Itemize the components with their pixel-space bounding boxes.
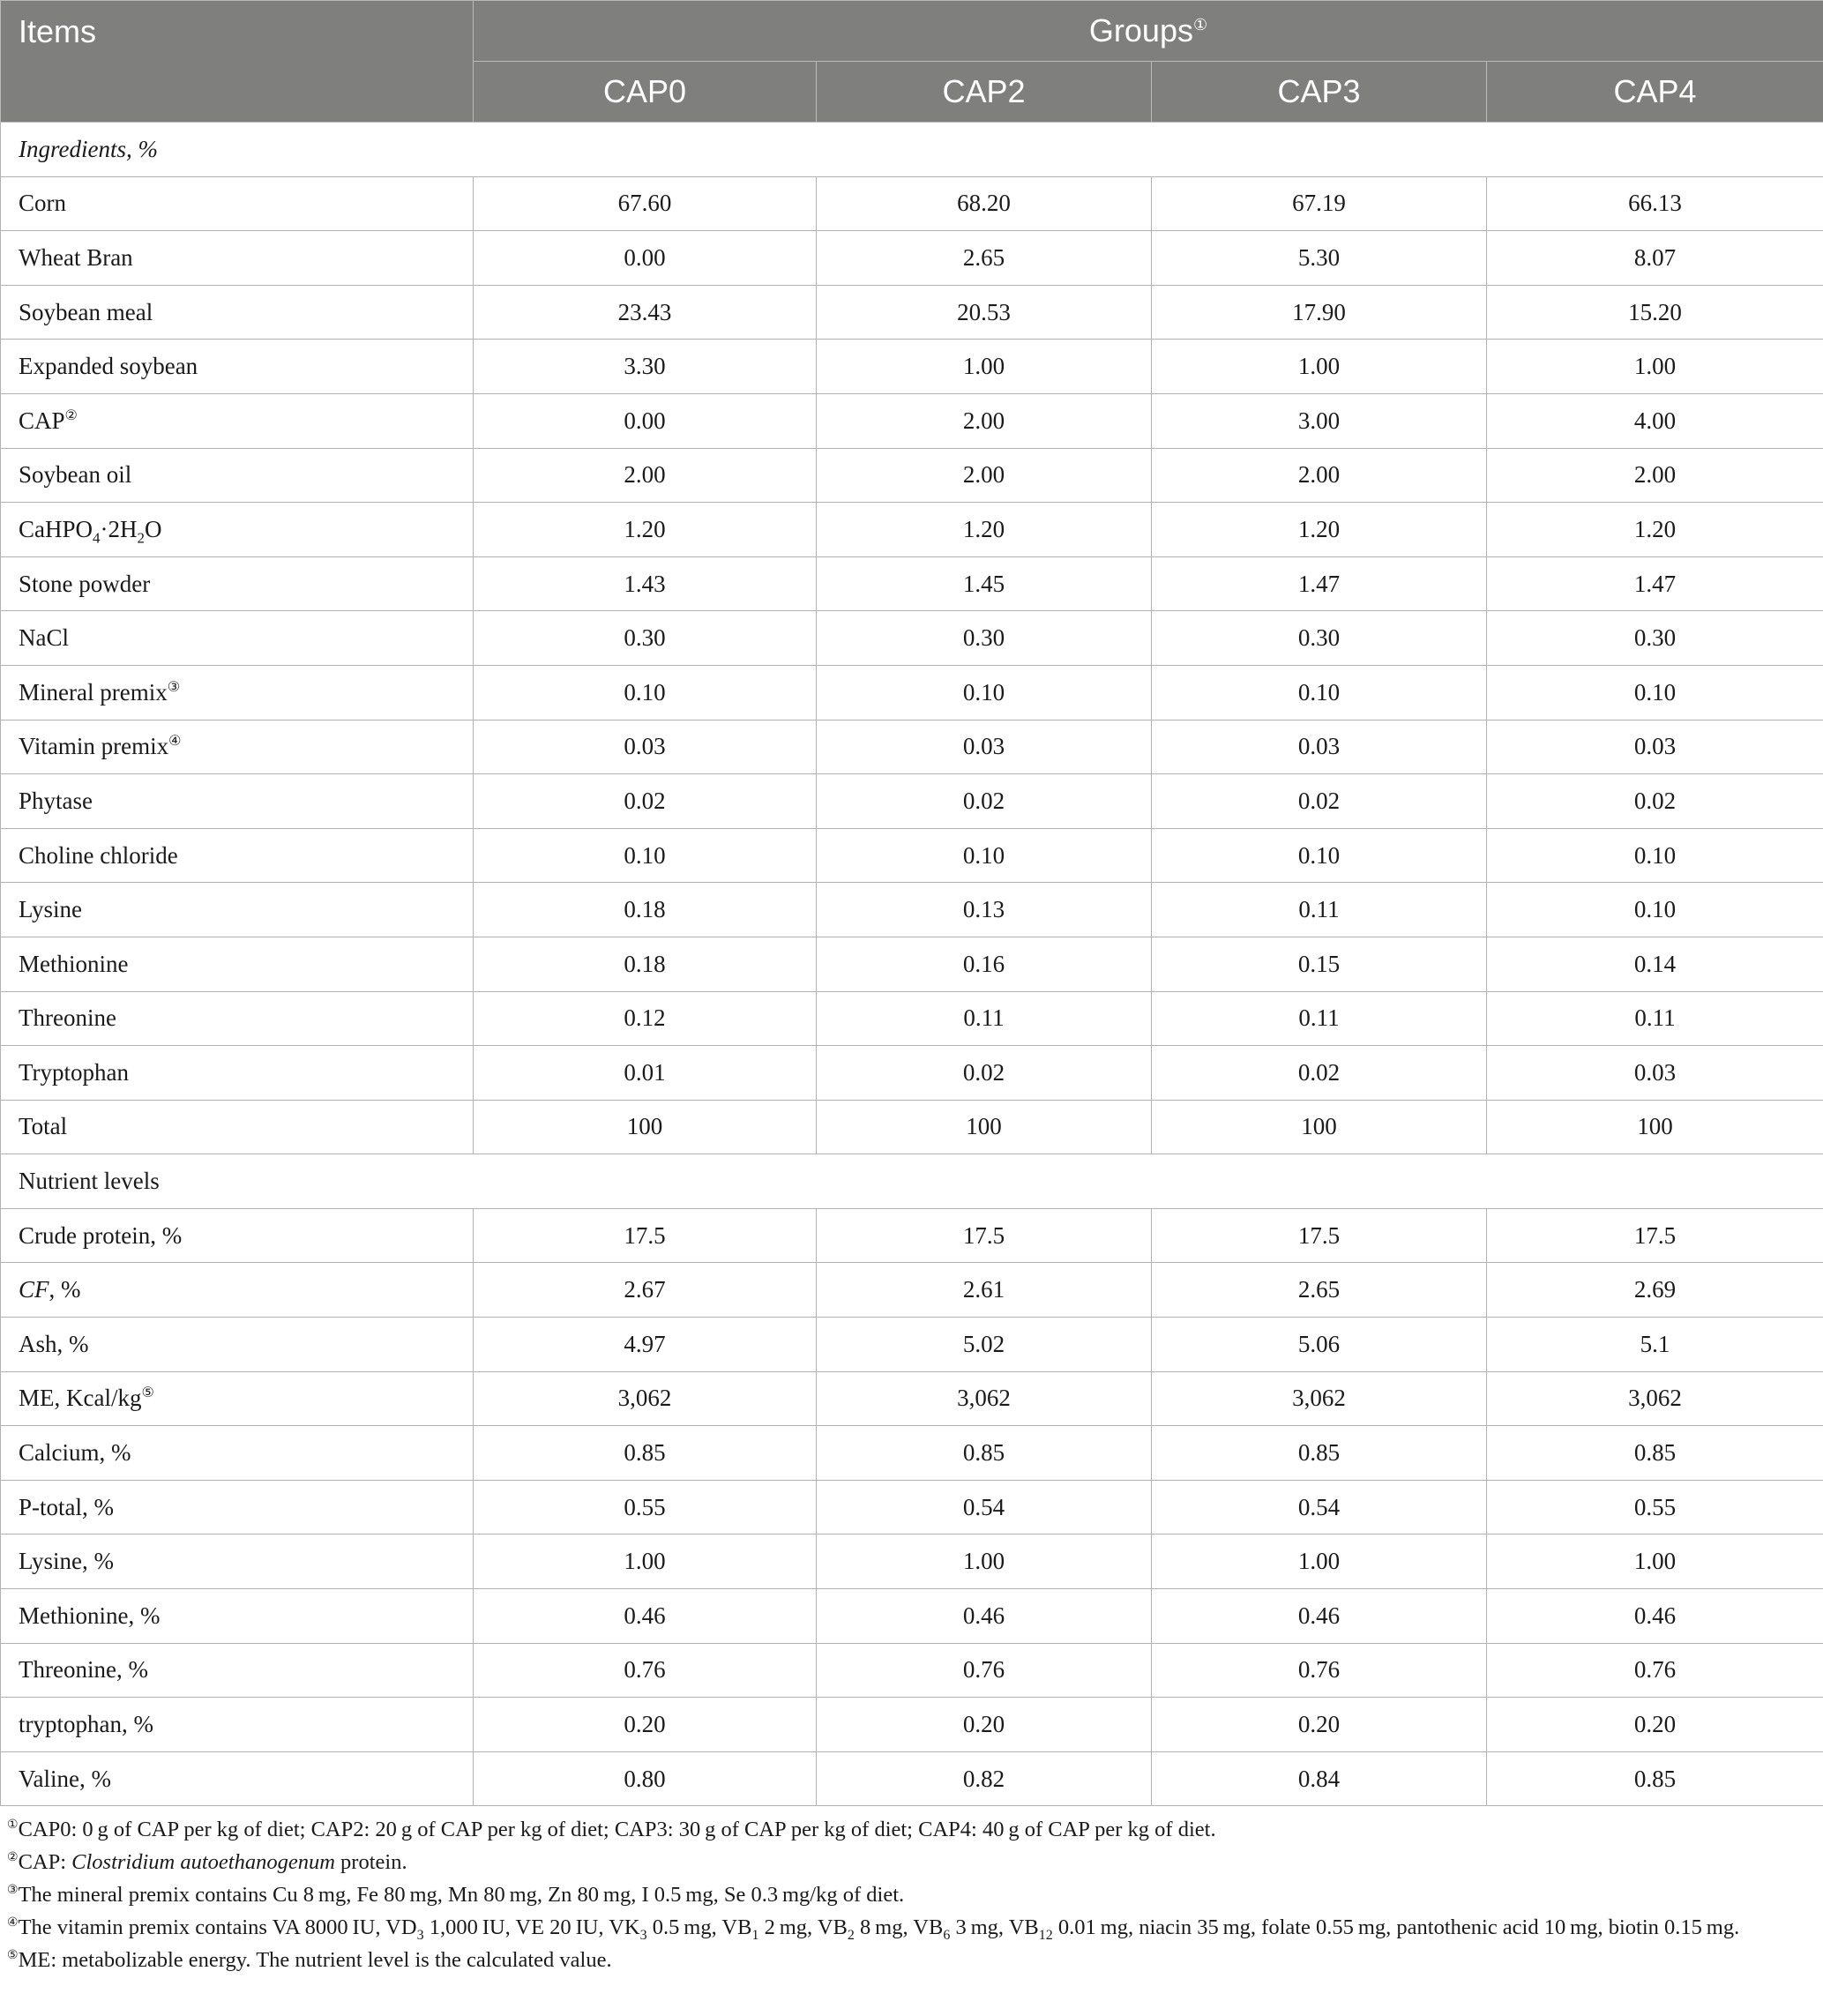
row-label (1, 1589, 474, 1644)
table-row (1, 1589, 1823, 1644)
table-footnotes (0, 1806, 1823, 1976)
row-label (1, 340, 474, 394)
row-label-text: Methionine, % (19, 1602, 161, 1629)
groups-column-header (474, 1, 1823, 62)
groups-header-label: Groups (1088, 12, 1193, 49)
group-header-cap4: CAP4 (1487, 62, 1823, 123)
formula-subscript: 2 (137, 529, 146, 547)
row-label (1, 1208, 474, 1263)
table-row (1, 828, 1823, 883)
value-cell: 1.00 (474, 1534, 817, 1589)
row-label-text: Threonine, % (19, 1656, 148, 1684)
value-cell: 1.43 (474, 556, 817, 611)
value-cell: 1.00 (1152, 1534, 1487, 1589)
value-cell: 0.11 (817, 991, 1152, 1046)
value-cell: 2.00 (1152, 448, 1487, 503)
value-cell: 3.00 (1152, 393, 1487, 448)
value-cell: 15.20 (1487, 285, 1823, 340)
value-cell: 2.00 (817, 393, 1152, 448)
table-row (1, 176, 1823, 231)
value-cell: 0.80 (474, 1751, 817, 1806)
value-cell: 0.76 (1152, 1643, 1487, 1698)
value-cell: 0.02 (474, 774, 817, 829)
formula-text: CaHPO (19, 515, 93, 542)
footnote-marker: ④ (168, 734, 182, 750)
row-label-text: Lysine (19, 896, 82, 923)
value-cell: 0.03 (817, 720, 1152, 774)
formula-text: ·2H (100, 515, 138, 542)
value-cell: 0.00 (474, 231, 817, 286)
row-label (1, 1371, 474, 1426)
row-label-text: Corn (19, 190, 66, 217)
footnote (7, 1944, 1811, 1976)
table-row (1, 1208, 1823, 1263)
table-row (1, 340, 1823, 394)
row-label (1, 393, 474, 448)
value-cell: 0.18 (474, 883, 817, 937)
value-cell: 0.20 (1487, 1698, 1823, 1752)
row-label (1, 1318, 474, 1372)
value-cell: 20.53 (817, 285, 1152, 340)
value-cell: 1.00 (1152, 340, 1487, 394)
value-cell: 0.54 (1152, 1480, 1487, 1534)
row-label-text: NaCl (19, 624, 69, 652)
row-label (1, 176, 474, 231)
value-cell: 0.02 (1487, 774, 1823, 829)
row-label-text: Lysine, % (19, 1548, 114, 1575)
value-cell: 0.10 (1152, 828, 1487, 883)
value-cell: 3.30 (474, 340, 817, 394)
row-label-text: Wheat Bran (19, 243, 133, 271)
value-cell: 0.85 (1487, 1426, 1823, 1481)
row-label-text: ME, Kcal/kg (19, 1385, 142, 1412)
row-label-text: Ash, % (19, 1330, 89, 1357)
value-cell: 1.47 (1487, 556, 1823, 611)
value-cell: 0.82 (817, 1751, 1152, 1806)
table-row (1, 991, 1823, 1046)
header-row-top (1, 1, 1823, 62)
row-label-text: Threonine (19, 1004, 116, 1032)
footnote-text: CAP0: 0 g of CAP per kg of diet; CAP2: 20 g of CAP per kg of diet; CAP3: 30 g of CAP per kg of diet; CAP4: 40 g of CAP per kg of diet. (18, 1818, 1216, 1842)
value-cell: 5.1 (1487, 1318, 1823, 1372)
ingredients-section-row (1, 123, 1823, 177)
value-cell: 1.00 (1487, 1534, 1823, 1589)
row-label (1, 1643, 474, 1698)
row-label-text: Valine, % (19, 1765, 111, 1792)
value-cell: 0.03 (474, 720, 817, 774)
footnote-text: 8 mg, VB (854, 1915, 944, 1940)
row-label-text: Total (19, 1113, 68, 1140)
value-cell: 0.85 (817, 1426, 1152, 1481)
row-label-text: tryptophan, % (19, 1711, 153, 1738)
value-cell: 8.07 (1487, 231, 1823, 286)
row-label-text: Soybean meal (19, 298, 153, 325)
value-cell: 67.19 (1152, 176, 1487, 231)
footnote-text: 0.5 mg, VB (646, 1915, 752, 1940)
footnote (7, 1846, 1811, 1878)
table-body (1, 123, 1823, 1806)
value-cell: 2.65 (817, 231, 1152, 286)
row-label (1, 991, 474, 1046)
table-row (1, 1318, 1823, 1372)
value-cell: 5.02 (817, 1318, 1152, 1372)
row-label (1, 1480, 474, 1534)
row-label-text: Methionine (19, 950, 129, 977)
value-cell: 0.76 (1487, 1643, 1823, 1698)
value-cell: 0.15 (1152, 937, 1487, 991)
row-label (1, 720, 474, 774)
value-cell: 0.10 (1487, 665, 1823, 720)
value-cell: 0.85 (474, 1426, 817, 1481)
value-cell: 0.85 (1152, 1426, 1487, 1481)
value-cell: 2.00 (474, 448, 817, 503)
table-row (1, 285, 1823, 340)
row-label (1, 448, 474, 503)
value-cell: 0.55 (474, 1480, 817, 1534)
footnote (7, 1813, 1811, 1846)
row-label-italic: CF (19, 1276, 49, 1303)
table-row (1, 1426, 1823, 1481)
value-cell: 0.10 (1152, 665, 1487, 720)
row-label (1, 828, 474, 883)
items-header-label: Items (19, 13, 97, 49)
value-cell: 0.16 (817, 937, 1152, 991)
footnote-marker: ① (7, 1818, 19, 1833)
formula-text: O (145, 515, 162, 542)
value-cell: 4.97 (474, 1318, 817, 1372)
value-cell: 1.00 (817, 1534, 1152, 1589)
table-row (1, 1046, 1823, 1101)
table-row (1, 1371, 1823, 1426)
value-cell: 0.20 (474, 1698, 817, 1752)
value-cell: 0.10 (817, 665, 1152, 720)
footnote (7, 1878, 1811, 1911)
value-cell: 100 (1152, 1100, 1487, 1154)
row-label-text: Calcium, % (19, 1439, 131, 1467)
footnote-subscript: 12 (1038, 1928, 1053, 1944)
footnote-subscript: 6 (943, 1928, 951, 1944)
row-label (1, 556, 474, 611)
footnote-text: protein. (334, 1850, 407, 1875)
value-cell: 2.00 (1487, 448, 1823, 503)
value-cell: 67.60 (474, 176, 817, 231)
value-cell: 0.76 (474, 1643, 817, 1698)
value-cell: 0.20 (817, 1698, 1152, 1752)
value-cell: 2.00 (817, 448, 1152, 503)
formula-subscript: 4 (93, 529, 101, 547)
value-cell: 0.46 (1487, 1589, 1823, 1644)
row-label-text: Tryptophan (19, 1058, 130, 1086)
value-cell: 2.69 (1487, 1263, 1823, 1318)
value-cell: 1.00 (1487, 340, 1823, 394)
row-label (1, 1100, 474, 1154)
table-row (1, 665, 1823, 720)
row-label-text: Expanded soybean (19, 353, 198, 380)
row-label-suffix: , % (49, 1276, 81, 1303)
value-cell: 0.03 (1152, 720, 1487, 774)
value-cell: 100 (1487, 1100, 1823, 1154)
footnote-text: CAP: (18, 1850, 72, 1875)
table-row (1, 774, 1823, 829)
value-cell: 1.45 (817, 556, 1152, 611)
row-label-text: CAP (19, 407, 65, 434)
items-column-header (1, 1, 474, 123)
value-cell: 0.03 (1487, 720, 1823, 774)
footnote-marker: ⑤ (7, 1949, 19, 1963)
row-label (1, 231, 474, 286)
value-cell: 17.5 (474, 1208, 817, 1263)
table-row (1, 1100, 1823, 1154)
value-cell: 0.02 (817, 1046, 1152, 1101)
footnote-text: 1,000 IU, VE 20 IU, VK (423, 1915, 640, 1940)
value-cell: 0.18 (474, 937, 817, 991)
value-cell: 0.76 (817, 1643, 1152, 1698)
value-cell: 0.02 (1152, 774, 1487, 829)
footnote-subscript: 2 (847, 1928, 855, 1944)
table-row (1, 393, 1823, 448)
table-row (1, 556, 1823, 611)
row-label-text: Crude protein, % (19, 1221, 183, 1249)
value-cell: 0.20 (1152, 1698, 1487, 1752)
value-cell: 3,062 (1152, 1371, 1487, 1426)
footnote-text: 0.01 mg, niacin 35 mg, folate 0.55 mg, pantothenic acid 10 mg, biotin 0.15 mg. (1052, 1915, 1740, 1940)
value-cell: 0.10 (817, 828, 1152, 883)
value-cell: 0.85 (1487, 1751, 1823, 1806)
value-cell: 1.20 (1487, 503, 1823, 557)
row-label (1, 1534, 474, 1589)
group-header-cap2: CAP2 (817, 62, 1152, 123)
value-cell: 0.12 (474, 991, 817, 1046)
footnote-subscript: 1 (751, 1928, 759, 1944)
value-cell: 0.02 (1152, 1046, 1487, 1101)
value-cell: 0.10 (1487, 828, 1823, 883)
value-cell: 100 (817, 1100, 1152, 1154)
row-label (1, 1751, 474, 1806)
value-cell: 3,062 (474, 1371, 817, 1426)
table-row (1, 720, 1823, 774)
footnote-subscript: 3 (639, 1928, 647, 1944)
table-row (1, 503, 1823, 557)
value-cell: 0.46 (817, 1589, 1152, 1644)
row-label-text: Vitamin premix (19, 733, 169, 760)
value-cell: 0.30 (474, 611, 817, 666)
row-label (1, 1263, 474, 1318)
groups-footnote-marker: ① (1192, 16, 1208, 34)
table-row (1, 1534, 1823, 1589)
value-cell: 2.61 (817, 1263, 1152, 1318)
table-row (1, 1480, 1823, 1534)
value-cell: 17.90 (1152, 285, 1487, 340)
value-cell: 0.10 (1487, 883, 1823, 937)
footnote-text: 2 mg, VB (758, 1915, 848, 1940)
value-cell: 0.54 (817, 1480, 1152, 1534)
nutrients-section-row (1, 1154, 1823, 1209)
table-row (1, 1698, 1823, 1752)
footnote-marker: ③ (167, 679, 181, 695)
value-cell: 100 (474, 1100, 817, 1154)
value-cell: 1.20 (1152, 503, 1487, 557)
value-cell: 0.02 (817, 774, 1152, 829)
value-cell: 68.20 (817, 176, 1152, 231)
footnote-text: The vitamin premix contains VA 8000 IU, VD (18, 1915, 417, 1940)
row-label-text: P-total, % (19, 1493, 114, 1520)
value-cell: 0.10 (474, 665, 817, 720)
footnote-marker: ② (7, 1851, 19, 1865)
footnote-subscript: 3 (416, 1928, 424, 1944)
footnote-marker: ③ (7, 1884, 19, 1898)
nutrients-section-title: Nutrient levels (1, 1154, 1823, 1209)
row-label-text: Phytase (19, 787, 93, 814)
footnote-italic-text: Clostridium autoethanogenum (71, 1850, 335, 1875)
table-row (1, 1751, 1823, 1806)
row-label (1, 285, 474, 340)
value-cell: 17.5 (1487, 1208, 1823, 1263)
row-label (1, 1426, 474, 1481)
value-cell: 0.10 (474, 828, 817, 883)
value-cell: 0.11 (1152, 991, 1487, 1046)
row-label (1, 503, 474, 557)
value-cell: 17.5 (1152, 1208, 1487, 1263)
row-label (1, 1046, 474, 1101)
ingredients-section-title: Ingredients, % (1, 123, 1823, 177)
value-cell: 0.55 (1487, 1480, 1823, 1534)
row-label (1, 1698, 474, 1752)
row-label (1, 883, 474, 937)
footnote-text: ME: metabolizable energy. The nutrient level is the calculated value. (18, 1948, 612, 1973)
value-cell: 0.00 (474, 393, 817, 448)
value-cell: 0.11 (1152, 883, 1487, 937)
value-cell: 1.20 (817, 503, 1152, 557)
value-cell: 2.67 (474, 1263, 817, 1318)
row-label-text: Choline chloride (19, 841, 178, 869)
footnote-marker: ⑤ (141, 1385, 154, 1401)
row-label (1, 611, 474, 666)
group-header-cap0: CAP0 (474, 62, 817, 123)
table-row (1, 231, 1823, 286)
table-row (1, 937, 1823, 991)
table-row (1, 611, 1823, 666)
value-cell: 1.20 (474, 503, 817, 557)
footnote-marker: ④ (7, 1916, 19, 1930)
value-cell: 1.47 (1152, 556, 1487, 611)
value-cell: 0.11 (1487, 991, 1823, 1046)
group-header-cap3: CAP3 (1152, 62, 1487, 123)
value-cell: 17.5 (817, 1208, 1152, 1263)
value-cell: 66.13 (1487, 176, 1823, 231)
row-label-text: Soybean oil (19, 461, 132, 489)
row-label (1, 665, 474, 720)
value-cell: 5.06 (1152, 1318, 1487, 1372)
row-label (1, 774, 474, 829)
value-cell: 3,062 (1487, 1371, 1823, 1426)
row-label (1, 937, 474, 991)
table-header (1, 1, 1823, 123)
value-cell: 0.84 (1152, 1751, 1487, 1806)
value-cell: 5.30 (1152, 231, 1487, 286)
value-cell: 0.30 (1152, 611, 1487, 666)
value-cell: 0.14 (1487, 937, 1823, 991)
value-cell: 3,062 (817, 1371, 1152, 1426)
value-cell: 0.30 (817, 611, 1152, 666)
value-cell: 23.43 (474, 285, 817, 340)
footnote-text: 3 mg, VB (950, 1915, 1039, 1940)
table-row (1, 448, 1823, 503)
value-cell: 2.65 (1152, 1263, 1487, 1318)
footnote-marker: ② (64, 407, 78, 423)
value-cell: 0.46 (1152, 1589, 1487, 1644)
value-cell: 0.03 (1487, 1046, 1823, 1101)
footnote-text: The mineral premix contains Cu 8 mg, Fe 80 mg, Mn 80 mg, Zn 80 mg, I 0.5 mg, Se 0.3 mg/kg of diet. (18, 1883, 905, 1908)
table-row (1, 1643, 1823, 1698)
value-cell: 0.13 (817, 883, 1152, 937)
row-label-text: Stone powder (19, 570, 151, 597)
value-cell: 0.01 (474, 1046, 817, 1101)
value-cell: 1.00 (817, 340, 1152, 394)
table-row (1, 1263, 1823, 1318)
value-cell: 4.00 (1487, 393, 1823, 448)
row-label-text: Mineral premix (19, 678, 168, 706)
value-cell: 0.46 (474, 1589, 817, 1644)
table-row (1, 883, 1823, 937)
value-cell: 0.30 (1487, 611, 1823, 666)
footnote (7, 1911, 1811, 1944)
